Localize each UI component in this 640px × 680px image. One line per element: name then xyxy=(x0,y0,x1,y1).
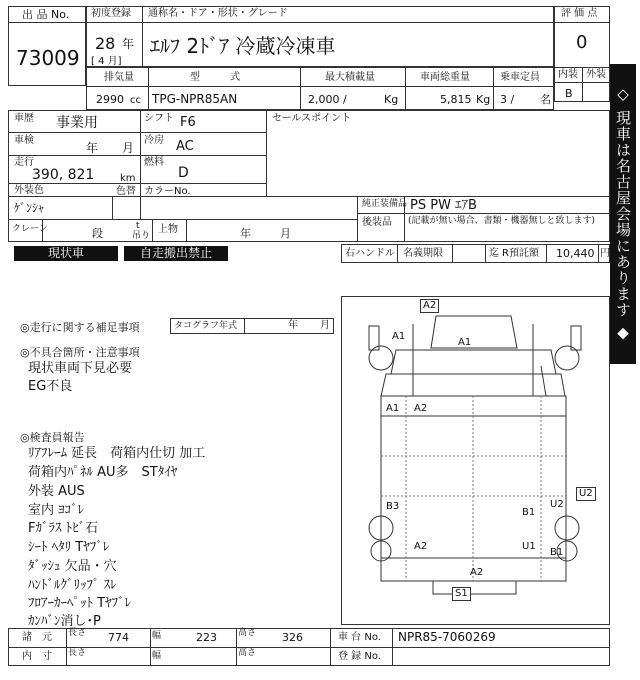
width-label: 幅 xyxy=(152,631,162,641)
deposit-value: 10,440 xyxy=(556,247,595,260)
fuel-label: 燃料 xyxy=(144,157,164,168)
inspection-label: 車検 xyxy=(14,135,34,146)
inspector-item: ﾊﾝﾄﾞﾙｸﾞﾘｯﾌﾟ ｽﾚ xyxy=(28,578,117,593)
inspector-item: 荷箱内ﾊﾟﾈﾙ AU多 STﾀｲﾔ xyxy=(28,465,178,480)
inner-length-label: 長さ xyxy=(68,648,87,658)
cc-value: 2990 xyxy=(96,93,124,106)
damage-mark: U2 xyxy=(550,499,564,510)
aircon-label: 冷房 xyxy=(144,135,164,146)
height-value: 326 xyxy=(282,631,303,644)
capacity-unit: 名 xyxy=(540,93,551,106)
reg-year-unit: 年 xyxy=(122,37,135,51)
damage-mark: A1 xyxy=(458,337,472,348)
damage-mark: A1 xyxy=(392,331,406,342)
interior-label: 内装 xyxy=(558,69,578,80)
damage-mark: B1 xyxy=(550,547,564,558)
crane-lift: 吊り xyxy=(132,231,151,241)
capacity: 3 / xyxy=(500,93,515,106)
tacho-label: タコグラフ年式 xyxy=(174,321,238,331)
damage-mark: A2 xyxy=(414,541,428,552)
dims-label: 諸 元 xyxy=(22,632,52,643)
damage-mark: A1 xyxy=(386,403,400,414)
defects-title: ◎不具合箇所・注意事項 xyxy=(20,346,140,359)
fuel-value: D xyxy=(178,165,189,181)
self-drive-prohibited-badge: 自走搬出禁止 xyxy=(124,246,228,261)
inner-dims-label: 内 寸 xyxy=(22,651,52,662)
tacho-month: 月 xyxy=(320,320,330,331)
inspector-title: ◎検査員報告 xyxy=(20,431,85,444)
crane-ton: t xyxy=(136,221,140,231)
until-label: 迄 xyxy=(489,248,499,259)
length-value: 774 xyxy=(108,631,129,644)
crane-stage: 段 xyxy=(92,227,103,240)
capacity-label: 乗車定員 xyxy=(500,72,540,83)
inspector-item: 外装 AUS xyxy=(28,484,85,499)
driving-notes-title: ◎走行に関する補足事項 xyxy=(20,321,140,334)
aftermarket-note: (記載が無い場合、書類・機器無しと致します) xyxy=(408,216,596,226)
chassis-value: NPR85-7060269 xyxy=(398,630,496,644)
mileage-value: 390, 821 xyxy=(32,167,95,183)
model-name: ｴﾙﾌ 2ﾄﾞｱ 冷蔵冷凍車 xyxy=(150,34,336,58)
deposit-unit: 円 xyxy=(600,248,610,259)
registration-label: 登 録 No. xyxy=(338,651,381,662)
chassis-label: 車 台 No. xyxy=(338,632,381,643)
model-type: TPG-NPR85AN xyxy=(152,92,238,106)
right-handle: 右ハンドル xyxy=(345,248,395,259)
color-code-label: カラーNo. xyxy=(144,186,191,197)
inner-height-label: 高さ xyxy=(238,648,257,658)
reg-year: 28 xyxy=(95,34,116,53)
gross-label: 車両総重量 xyxy=(420,72,470,83)
location-banner: ◇ 現車は名古屋会場にあります ◆ xyxy=(610,64,636,364)
max-load-unit: Kg xyxy=(384,93,399,106)
aircon-value: AC xyxy=(176,139,194,154)
exterior-label: 外装 xyxy=(586,69,606,80)
width-value: 223 xyxy=(196,631,217,644)
deposit-label: R預託額 xyxy=(502,248,539,259)
damage-mark: U1 xyxy=(522,541,536,552)
damage-mark: B3 xyxy=(386,501,400,512)
inspector-item: ﾌﾛｱｰｶｰﾍﾟｯﾄ Tﾔﾌﾞﾚ xyxy=(28,596,132,611)
interior-grade: B xyxy=(565,87,573,100)
inspector-item: ｶﾝﾊﾞﾝ消し･P xyxy=(28,614,101,629)
inspector-item: ﾀﾞｯｼｭ 欠品・穴 xyxy=(28,559,117,574)
height-label: 高さ xyxy=(238,628,257,638)
max-load: 2,000 / xyxy=(308,93,347,106)
mileage-label: 走行 xyxy=(14,157,34,168)
defect-item: EG不良 xyxy=(28,379,73,394)
inspection-year: 年 xyxy=(86,141,99,155)
damage-mark: A2 xyxy=(414,403,428,414)
inspector-item: ｼｰﾄ ﾍﾀﾘ Tﾔﾌﾞﾚ xyxy=(28,540,110,555)
damage-mark: U2 xyxy=(576,487,596,501)
model-name-label: 通称名・ドア・形状・グレード xyxy=(148,8,288,19)
damage-mark: S1 xyxy=(452,587,471,601)
grade-label: 評 価 点 xyxy=(561,8,598,19)
name-change-label: 名義期限 xyxy=(403,248,443,259)
length-label: 長さ xyxy=(68,628,87,638)
damage-mark: A2 xyxy=(470,567,484,578)
max-load-label: 最大積載量 xyxy=(325,72,375,83)
lot-label: 出 品 No. xyxy=(22,8,70,21)
equipment-value: PS PW ｴｱB xyxy=(410,198,477,213)
mileage-unit: km xyxy=(120,173,136,184)
model-type-label: 型 式 xyxy=(190,72,240,83)
tacho-year: 年 xyxy=(288,320,298,331)
inspector-item: Fｶﾞﾗｽ ﾄﾋﾞ石 xyxy=(28,521,99,536)
equipment-label: 純正装備品 xyxy=(362,199,408,209)
inspector-item: 室内 ﾖｺﾞﾚ xyxy=(28,503,85,518)
inspection-month: 月 xyxy=(122,141,135,155)
shift-label: シフト xyxy=(144,113,174,124)
first-reg-label: 初度登録 xyxy=(91,8,131,19)
color-change-label: 色替 xyxy=(116,186,136,197)
cc-label: 排気量 xyxy=(104,72,134,83)
crane-label: クレーン xyxy=(12,224,48,234)
defect-item: 現状車両下見必要 xyxy=(28,361,133,376)
history-value: 事業用 xyxy=(56,115,98,131)
sales-point-label: セールスポイント xyxy=(272,113,352,124)
upper-year: 年 xyxy=(240,227,251,240)
damage-mark: A2 xyxy=(420,299,439,313)
cc-unit: cc xyxy=(130,95,141,106)
reg-month: [ 4 月] xyxy=(91,56,122,67)
history-label: 車歴 xyxy=(14,113,34,124)
gross: 5,815 xyxy=(440,93,472,106)
aftermarket-label: 後装品 xyxy=(362,217,392,228)
upper-month: 月 xyxy=(280,227,291,240)
current-car-badge: 現状車 xyxy=(14,246,118,261)
shift-value: F6 xyxy=(180,115,196,130)
lot-number: 73009 xyxy=(16,46,80,70)
grade-value: 0 xyxy=(576,32,588,53)
ext-color-label: 外装色 xyxy=(14,185,44,196)
inner-width-label: 幅 xyxy=(152,651,162,661)
upper-label: 上物 xyxy=(158,224,178,235)
inspector-item: ﾘｱﾌﾚｰﾑ 延長 荷箱内仕切 加工 xyxy=(28,446,206,461)
gross-unit: Kg xyxy=(476,93,491,106)
ext-color-value: ｹﾞﾝｼｬ xyxy=(14,201,45,215)
damage-mark: B1 xyxy=(522,507,536,518)
